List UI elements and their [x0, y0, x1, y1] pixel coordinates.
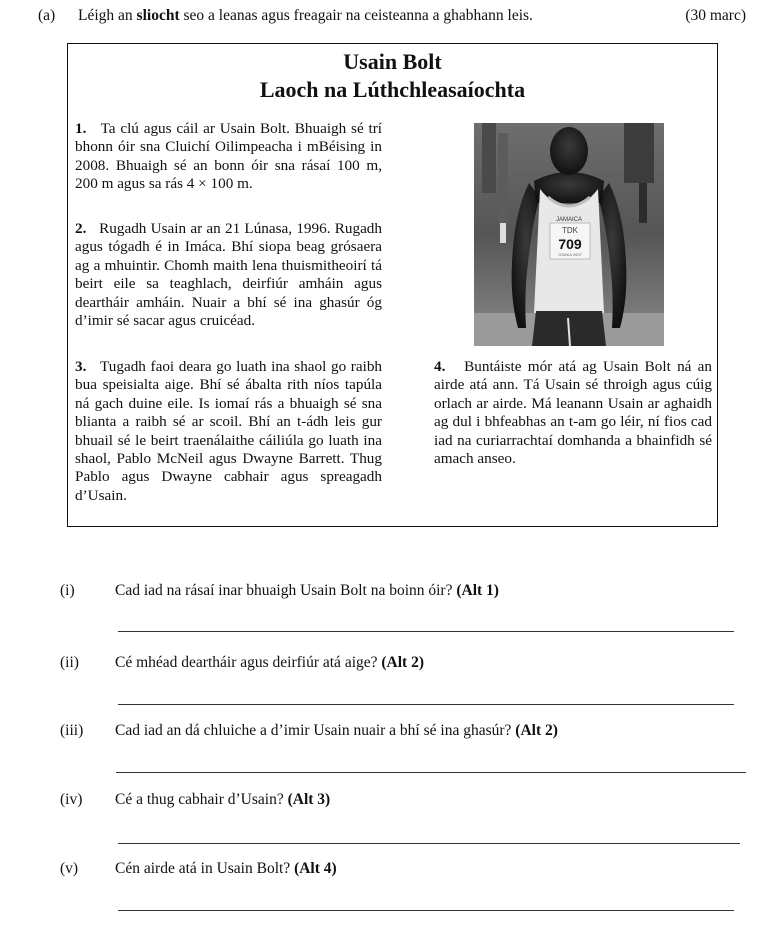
question-alt-ref: (Alt 3)	[287, 791, 331, 808]
question-text	[115, 582, 499, 600]
answer-line-v[interactable]	[118, 910, 734, 911]
bib-number: 709	[558, 236, 582, 252]
question-body: Cén airde atá in Usain Bolt?	[115, 860, 295, 877]
paragraph-number: 3.	[75, 358, 87, 375]
paragraph-text: Rugadh Usain ar an 21 Lúnasa, 1996. Rugadh agus tógadh é in Imáca. Bhí siopa beag grósaera ag a mhuintir. Chomh maith lena thuismitheoirí tá beirt eile sa teaghlach, deirfiúr amháin agus deartháir amháin. Nuair a bhí sé ina ghasúr óg d’imir sé sacar agus cruicéad.	[75, 220, 382, 330]
question-number: (iv)	[60, 791, 83, 808]
answer-line-iv[interactable]	[118, 843, 740, 844]
question-text	[115, 791, 330, 809]
question-text	[115, 654, 424, 672]
paragraph-number: 4.	[434, 358, 446, 375]
answer-line-ii[interactable]	[118, 704, 734, 705]
vest-text: JAMAICA	[555, 217, 583, 223]
question-body: Cad iad na rásaí inar bhuaigh Usain Bolt na boinn óir?	[115, 582, 457, 599]
part-letter: (a)	[38, 7, 56, 24]
paragraph-number: 2.	[75, 220, 87, 237]
paragraph-text: Tugadh faoi deara go luath ina shaol go raibh bua speisialta aige. Bhí sé ábalta rith níos tapúla ná gach duine eile. Is iomaí rás a bhuaigh sé sna blianta a raibh sé ar scoil. Bhí an t-ádh leis gur bhuail sé le beirt traenálaithe cáiliúla go luath ina shaol, Pablo McNeil agus Dwayne Barrett. Thug Pablo agus Dwayne cabhair agus spreagadh d’Usain.	[75, 358, 383, 504]
paragraph-number: 1.	[75, 120, 87, 137]
passage-box	[67, 43, 718, 527]
instruction-bold: sliocht	[136, 7, 180, 24]
bib-small: OSAKA 2007	[558, 252, 582, 257]
question-alt-ref: (Alt 1)	[456, 582, 499, 599]
marks-label: (30 marc)	[685, 7, 746, 24]
paragraph-text: Ta clú agus cáil ar Usain Bolt. Bhuaigh sé trí bhonn óir sna Cluichí Oilimpeacha i mBéising in 2008. Bhuaigh sé an bonn óir sna rásaí 100 m, 200 m agus sa rás 4 × 100 m.	[75, 120, 383, 193]
instruction-pre: Léigh an	[78, 7, 137, 24]
paragraph-4	[434, 358, 712, 468]
question-number: (ii)	[60, 654, 79, 671]
question-number: (iii)	[60, 722, 84, 739]
instruction-post: seo a leanas agus freagair na ceisteanna a ghabhann leis.	[179, 7, 533, 24]
question-body: Cad iad an dá chluiche a d’imir Usain nuair a bhí sé ina ghasúr?	[115, 722, 516, 739]
question-alt-ref: (Alt 4)	[294, 860, 337, 877]
athlete-head	[550, 127, 588, 175]
bib-sponsor: TDK	[562, 226, 578, 235]
question-number: (v)	[60, 860, 79, 877]
question-alt-ref: (Alt 2)	[515, 722, 558, 739]
question-alt-ref: (Alt 2)	[381, 654, 425, 671]
question-number: (i)	[60, 582, 75, 599]
question-text	[115, 722, 558, 740]
question-body: Cé a thug cabhair d’Usain?	[115, 791, 288, 808]
passage-subtitle: Laoch na Lúthchleasaíochta	[259, 77, 526, 102]
passage-title: Usain Bolt	[343, 49, 442, 74]
answer-line-iii[interactable]	[116, 772, 746, 773]
question-body: Cé mhéad deartháir agus deirfiúr atá aige?	[115, 654, 382, 671]
instruction-text	[78, 7, 533, 25]
question-text	[115, 860, 337, 878]
paragraph-3	[75, 358, 382, 505]
answer-line-i[interactable]	[118, 631, 734, 632]
athlete-photo	[474, 123, 664, 346]
paragraph-1	[75, 120, 382, 194]
paragraph-text: Buntáiste mór atá ag Usain Bolt ná an airde atá ann. Tá Usain sé throigh agus cúig orlach ar airde. Má leanann Usain ar aghaidh ag dul i bhfeabhas an t-am go léir, ní fios cad iad na curiarrachtaí domhanda a bhainfidh sé amach anseo.	[434, 358, 713, 468]
paragraph-2	[75, 220, 382, 330]
